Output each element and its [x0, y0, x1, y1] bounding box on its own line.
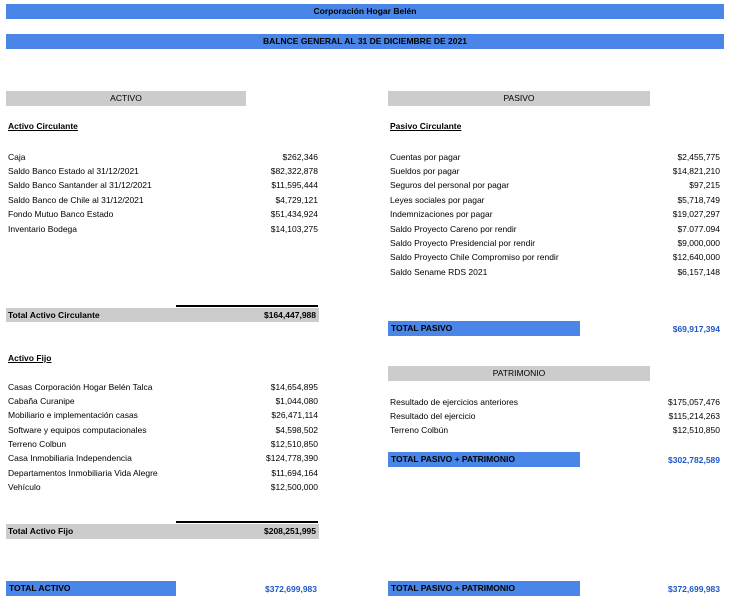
item-value: $7.077.094 — [677, 224, 720, 234]
item-value: $124,778,390 — [266, 453, 318, 463]
list-item — [8, 395, 318, 407]
total-pasivo-label-bar — [388, 321, 580, 336]
item-label: Resultado del ejercicio — [390, 411, 476, 421]
list-item — [390, 424, 720, 436]
divider — [176, 305, 318, 307]
item-value: $12,510,850 — [672, 425, 720, 435]
list-item — [8, 452, 318, 464]
item-label: Software y equipos computacionales — [8, 425, 147, 435]
item-value: $5,718,749 — [677, 195, 720, 205]
total-pasivo-label: TOTAL PASIVO — [391, 323, 453, 333]
item-label: Departamentos Inmobiliaria Vida Alegre — [8, 468, 158, 478]
item-value: $4,598,502 — [275, 425, 318, 435]
item-value: $11,694,164 — [271, 468, 318, 478]
item-value: $12,500,000 — [270, 482, 318, 492]
item-label: Vehículo — [8, 482, 41, 492]
list-item — [8, 179, 318, 191]
total-pasivo-patrimonio-value: $302,782,589 — [668, 455, 720, 465]
total-label: Total Activo Circulante — [8, 310, 100, 320]
total-activo-label: TOTAL ACTIVO — [9, 583, 71, 593]
company-banner — [6, 4, 724, 19]
list-item — [8, 467, 318, 479]
grand-total-label-bar — [388, 581, 580, 596]
activo-header-label: ACTIVO — [110, 93, 142, 103]
pasivo-header-label: PASIVO — [503, 93, 535, 103]
item-label: Saldo Proyecto Presidencial por rendir — [390, 238, 536, 248]
list-item — [390, 165, 720, 177]
item-value: $6,157,148 — [677, 267, 720, 277]
divider — [176, 521, 318, 523]
item-value: $97,215 — [689, 180, 720, 190]
item-label: Indemnizaciones por pagar — [390, 209, 493, 219]
item-value: $12,640,000 — [672, 252, 720, 262]
item-value: $11,595,444 — [271, 180, 318, 190]
patrimonio-header — [388, 366, 650, 381]
total-pasivo-value: $69,917,394 — [672, 324, 720, 334]
title-banner — [6, 34, 724, 49]
list-item — [8, 381, 318, 393]
item-label: Terreno Colbún — [390, 425, 449, 435]
item-label: Saldo Sename RDS 2021 — [390, 267, 488, 277]
item-label: Saldo Banco de Chile al 31/12/2021 — [8, 195, 144, 205]
item-label: Casas Corporación Hogar Belén Talca — [8, 382, 153, 392]
company-name: Corporación Hogar Belén — [313, 6, 417, 16]
list-item — [8, 409, 318, 421]
item-value: $14,654,895 — [270, 382, 318, 392]
item-value: $26,471,114 — [271, 410, 318, 420]
item-value: $1,044,080 — [275, 396, 318, 406]
total-pasivo-patrimonio-label-bar — [388, 452, 580, 467]
item-label: Fondo Mutuo Banco Estado — [8, 209, 114, 219]
list-item — [390, 266, 720, 278]
item-label: Cuentas por pagar — [390, 152, 461, 162]
item-value: $82,322,878 — [270, 166, 318, 176]
item-label: Terreno Colbun — [8, 439, 67, 449]
item-label: Saldo Proyecto Chile Compromiso por rendir — [390, 252, 559, 262]
item-value: $14,103,275 — [270, 224, 318, 234]
item-value: $19,027,297 — [672, 209, 720, 219]
total-activo-label-bar — [6, 581, 176, 596]
total-pasivo-patrimonio-label: TOTAL PASIVO + PATRIMONIO — [391, 454, 515, 464]
total-value: $208,251,995 — [264, 526, 316, 536]
item-value: $12,510,850 — [270, 439, 318, 449]
report-title: BALNCE GENERAL AL 31 DE DICIEMBRE DE 2021 — [263, 36, 467, 46]
list-item — [8, 438, 318, 450]
item-label: Inventario Bodega — [8, 224, 77, 234]
patrimonio-header-label: PATRIMONIO — [492, 368, 546, 378]
item-label: Leyes sociales por pagar — [390, 195, 485, 205]
list-item — [8, 424, 318, 436]
grand-total-value: $372,699,983 — [668, 584, 720, 594]
item-value: $175,057,476 — [668, 397, 720, 407]
total-activo-fijo-row — [6, 524, 319, 539]
list-item — [8, 165, 318, 177]
list-item — [390, 179, 720, 191]
item-label: Seguros del personal por pagar — [390, 180, 510, 190]
total-activo-circulante-row — [6, 308, 319, 322]
list-item — [390, 410, 720, 422]
item-label: Sueldos por pagar — [390, 166, 460, 176]
item-label: Mobiliario e implementación casas — [8, 410, 138, 420]
list-item — [8, 223, 318, 235]
list-item — [390, 237, 720, 249]
item-value: $4,729,121 — [275, 195, 318, 205]
item-label: Casa Inmobiliaria Independencia — [8, 453, 132, 463]
list-item — [390, 151, 720, 163]
activo-header — [6, 91, 246, 106]
list-item — [8, 194, 318, 206]
list-item — [8, 208, 318, 220]
item-label: Cabaña Curanipe — [8, 396, 75, 406]
item-label: Saldo Banco Estado al 31/12/2021 — [8, 166, 139, 176]
activo-circulante-title: Activo Circulante — [8, 121, 78, 131]
item-label: Saldo Proyecto Careno por rendir — [390, 224, 517, 234]
item-value: $9,000,000 — [677, 238, 720, 248]
pasivo-header — [388, 91, 650, 106]
item-value: $51,434,924 — [270, 209, 318, 219]
item-value: $14,821,210 — [672, 166, 720, 176]
item-label: Saldo Banco Santander al 31/12/2021 — [8, 180, 152, 190]
list-item — [390, 396, 720, 408]
total-activo-value: $372,699,983 — [265, 584, 317, 594]
item-label: Resultado de ejercicios anteriores — [390, 397, 519, 407]
pasivo-circulante-title: Pasivo Circulante — [390, 121, 462, 131]
total-label: Total Activo Fijo — [8, 526, 74, 536]
item-value: $2,455,775 — [677, 152, 720, 162]
grand-total-label: TOTAL PASIVO + PATRIMONIO — [391, 583, 515, 593]
total-value: $164,447,988 — [264, 310, 316, 320]
list-item — [390, 223, 720, 235]
item-value: $115,214,263 — [668, 411, 720, 421]
list-item — [390, 194, 720, 206]
list-item — [390, 208, 720, 220]
activo-fijo-title: Activo Fijo — [8, 353, 52, 363]
list-item — [390, 251, 720, 263]
item-value: $262,346 — [282, 152, 318, 162]
list-item — [8, 481, 318, 493]
list-item — [8, 151, 318, 163]
item-label: Caja — [8, 152, 26, 162]
